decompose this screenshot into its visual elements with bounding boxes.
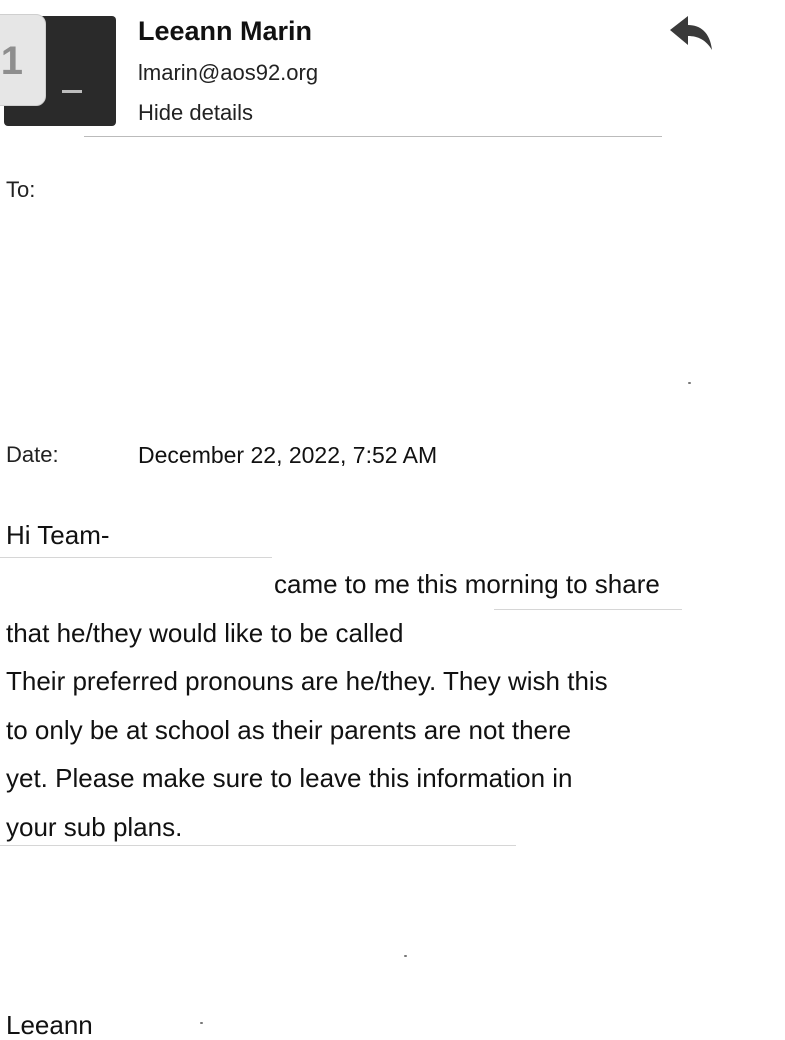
body-line-2: that he/they would like to be called	[6, 618, 404, 648]
body-line-6: your sub plans.	[6, 812, 183, 842]
to-label: To:	[6, 177, 36, 202]
date-label: Date:	[6, 442, 59, 467]
page-number-badge: 1	[0, 14, 46, 106]
redaction-underline	[0, 845, 516, 846]
body-greeting: Hi Team-	[6, 520, 110, 550]
date-value: December 22, 2022, 7:52 AM	[138, 442, 438, 468]
avatar-notch	[62, 90, 82, 93]
scan-speck	[688, 382, 691, 384]
scan-speck	[404, 955, 407, 957]
body-line-1: came to me this morning to share	[274, 569, 660, 599]
signature: Leeann	[6, 1010, 93, 1040]
body-line-5: yet. Please make sure to leave this information in	[6, 763, 573, 793]
hide-details-link[interactable]: Hide details	[138, 100, 253, 125]
body-line-4: to only be at school as their parents are not there	[6, 715, 572, 745]
scan-speck	[200, 1022, 203, 1024]
header-divider	[84, 136, 662, 137]
body-line-3: Their preferred pronouns are he/they. They wish this	[6, 666, 608, 696]
redaction-underline	[494, 609, 682, 610]
redaction-underline	[0, 557, 272, 558]
reply-arrow-icon[interactable]	[668, 14, 714, 54]
sender-name: Leeann Marin	[138, 16, 313, 46]
sender-email[interactable]: lmarin@aos92.org	[138, 60, 319, 85]
